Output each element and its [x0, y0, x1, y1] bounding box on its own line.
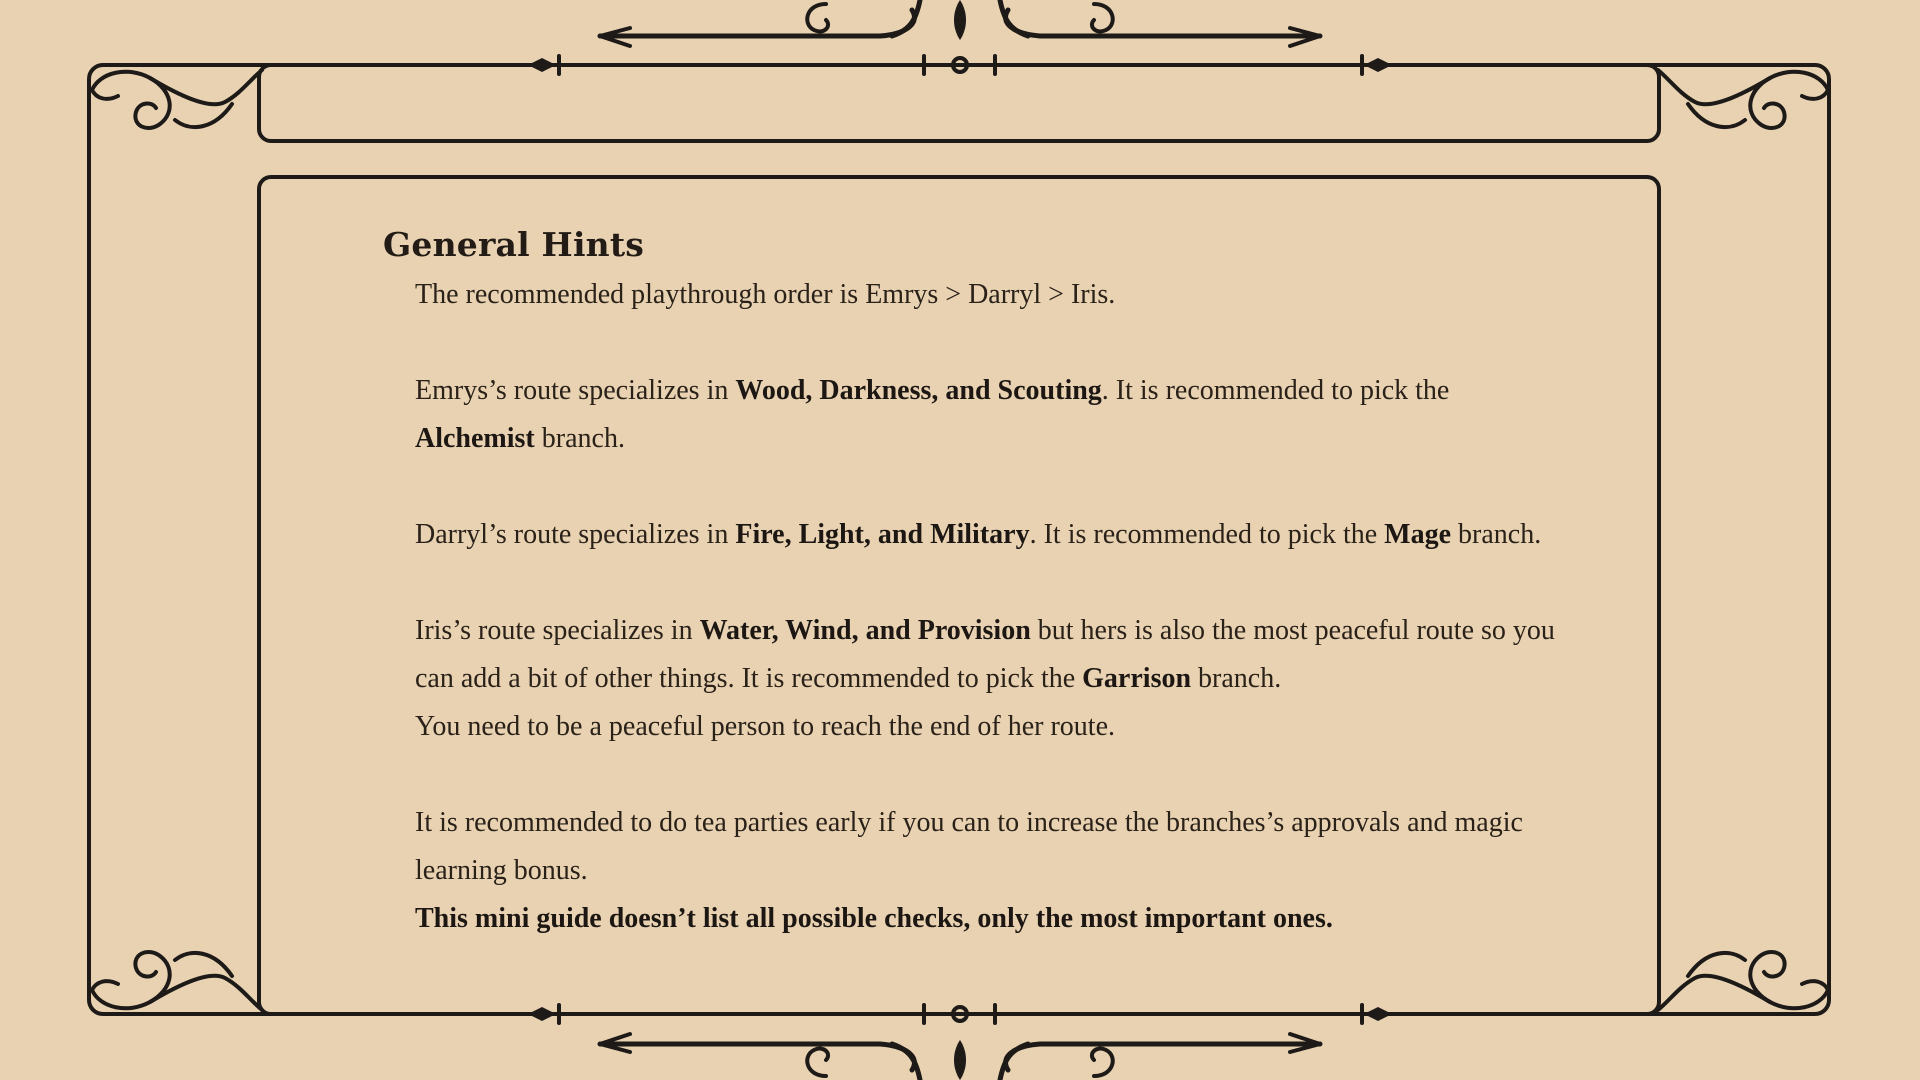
iris-peaceful-note: You need to be a peaceful person to reach the end of her route.	[415, 711, 1115, 742]
curl-flourish-icon	[92, 952, 262, 1010]
iris-branch: Garrison	[1082, 663, 1192, 694]
top-banner-box	[259, 65, 1659, 141]
hint-darryl: Darryl’s route specializes in Fire, Light, and Military. It is recommended to pick the Mage branch.	[415, 519, 1542, 550]
hints-content	[383, 225, 1623, 943]
page-title: General Hints	[383, 225, 645, 264]
emrys-specialties: Wood, Darkness, and Scouting	[735, 375, 1102, 406]
hint-iris: Iris’s route specializes in Water, Wind, and Provision but hers is also the most peaceful route so you can add a bit of other things. It is recommended to pick the Garrison branch. You need to be a peaceful person to reach the end of her route.	[415, 615, 1555, 742]
darryl-specialties: Fire, Light, and Military	[735, 519, 1030, 550]
darryl-branch: Mage	[1384, 519, 1452, 550]
iris-specialties: Water, Wind, and Provision	[699, 615, 1031, 646]
guide-disclaimer: This mini guide doesn’t list all possible checks, only the most important ones.	[415, 903, 1333, 934]
curl-flourish-icon	[1658, 952, 1828, 1010]
scroll-flourish-icon	[600, 0, 1320, 46]
emrys-branch: Alchemist	[415, 423, 535, 454]
curl-flourish-icon	[92, 70, 262, 128]
hint-order: The recommended playthrough order is Emrys > Darryl > Iris.	[415, 279, 1116, 310]
hint-tea-parties: It is recommended to do tea parties early if you can to increase the branches’s approvals and magic learning bonus. This mini guide doesn’t list all possible checks, only the most important ones.	[415, 807, 1523, 934]
curl-flourish-icon	[1658, 70, 1828, 128]
hint-emrys: Emrys’s route specializes in Wood, Darkness, and Scouting. It is recommended to pick the Alchemist branch.	[415, 375, 1450, 454]
scroll-flourish-icon	[600, 1034, 1320, 1080]
